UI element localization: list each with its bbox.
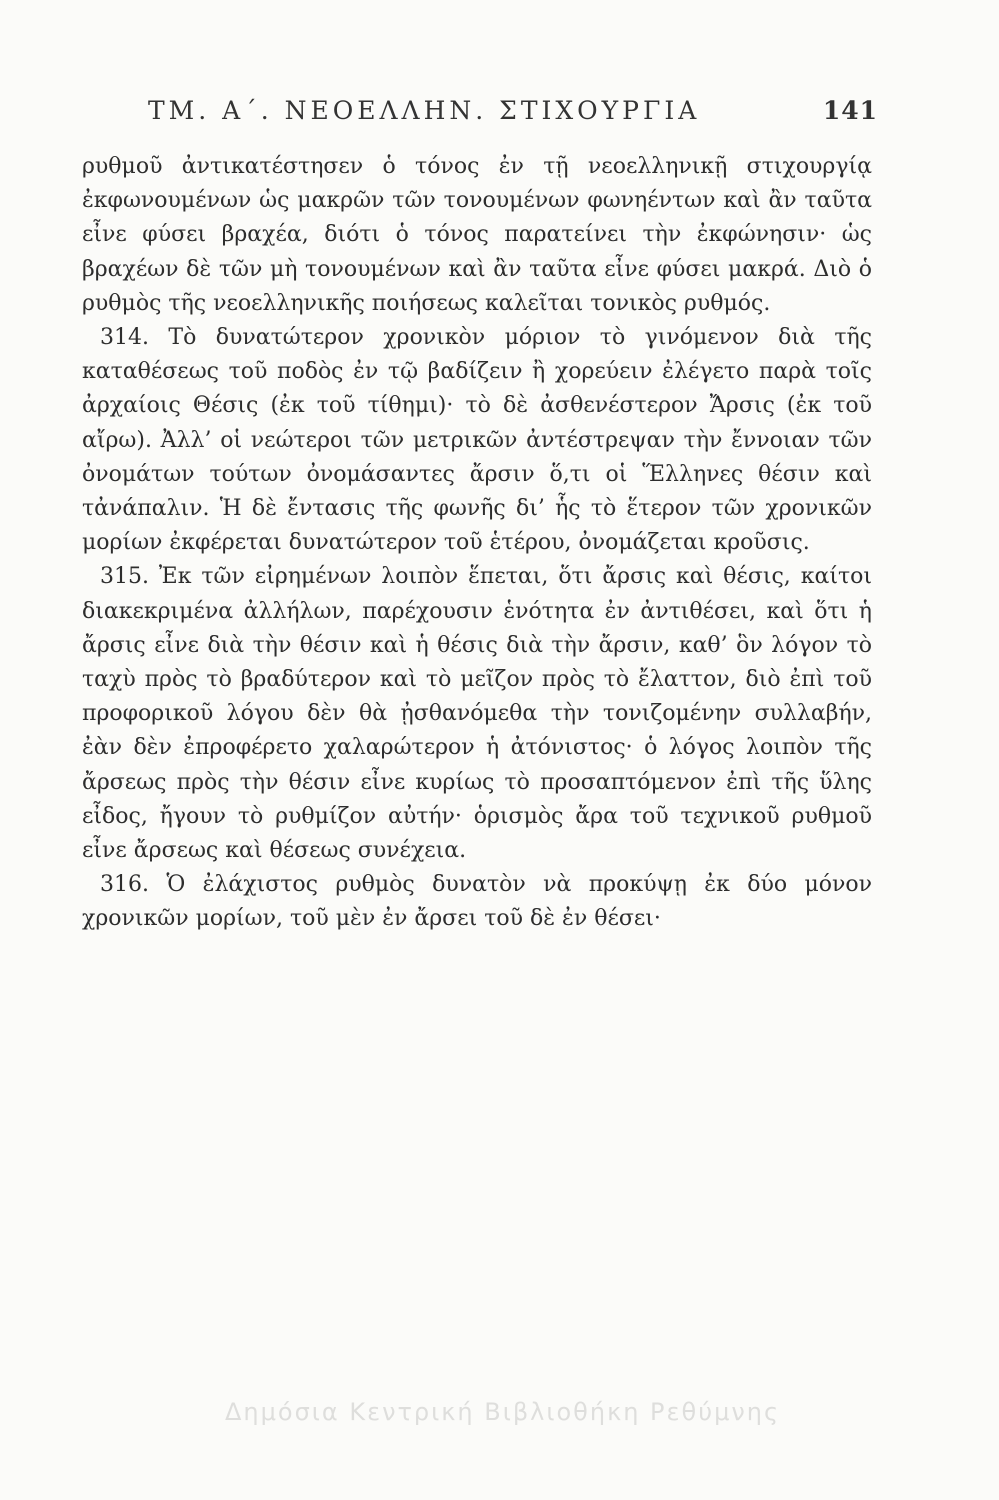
page-header (148, 96, 878, 144)
page-number: 141 (822, 96, 878, 125)
body-text (82, 150, 872, 937)
paragraph-315: 315. Ἐκ τῶν εἰρημένων λοιπὸν ἕπεται, ὅτι ἄρσις καὶ θέσις, καίτοι διακεκριμένα ἀλλήλων, παρέχουσιν ἑνότητα ἐν ἀντιθέσει, καὶ ὅτι ἡ ἄρσις εἶνε διὰ τὴν θέσιν καὶ ἡ θέσις διὰ τὴν ἄρσιν, καθ’ ὃν λόγον τὸ ταχὺ πρὸς τὸ βραδύτερον καὶ τὸ μεῖζον πρὸς τὸ ἔλαττον, διὸ ἐπὶ τοῦ προφορικοῦ λόγου δὲν θὰ ᾐσθανόμεθα τὴν τονιζομένην συλλαβήν, ἐὰν δὲν ἐπροφέρετο χαλαρώτερον ἡ ἀτόνιστος· ὁ λόγος λοιπὸν τῆς ἄρσεως πρὸς τὴν θέσιν εἶνε κυρίως τὸ προσαπτόμενον ἐπὶ τῆς ὕλης εἶδος, ἤγουν τὸ ρυθμίζον αὐτήν· ὁρισμὸς ἄρα τοῦ τεχνικοῦ ρυθμοῦ εἶνε ἄρσεως καὶ θέσεως συνέχεια. (82, 564, 872, 864)
running-title: ΤΜ. Α΄. ΝΕΟΕΛΛΗΝ. ΣΤΙΧΟΥΡΓΙΑ (148, 96, 701, 125)
paragraph-316: 316. Ὁ ἐλάχιστος ρυθμὸς δυνατὸν νὰ προκύψῃ ἐκ δύο μόνον χρονικῶν μορίων, τοῦ μὲν ἐν ἄρσει τοῦ δὲ ἐν θέσει· (82, 872, 872, 932)
paragraph-314: 314. Τὸ δυνατώτερον χρονικὸν μόριον τὸ γινόμενον διὰ τῆς καταθέσεως τοῦ ποδὸς ἐν τῷ βαδίζειν ἢ χορεύειν ἐλέγετο παρὰ τοῖς ἀρχαίοις Θέσις (ἐκ τοῦ τίθημι)· τὸ δὲ ἀσθενέστερον Ἄρσις (ἐκ τοῦ αἴρω). Ἀλλ’ οἱ νεώτεροι τῶν μετρικῶν ἀντέστρεψαν τὴν ἔννοιαν τῶν ὀνομάτων τούτων ὀνομάσαντες ἄρσιν ὅ,τι οἱ Ἕλληνες θέσιν καὶ τἀνάπαλιν. Ἡ δὲ ἔντασις τῆς φωνῆς δι’ ἧς τὸ ἕτερον τῶν χρονικῶν μορίων ἐκφέρεται δυνατώτερον τοῦ ἑτέρου, ὀνομάζεται κροῦσις. (82, 325, 872, 556)
paragraph-continuation: ρυθμοῦ ἀντικατέστησεν ὁ τόνος ἐν τῇ νεοελληνικῇ στιχουργίᾳ ἐκφωνουμένων ὡς μακρῶν τῶν τονουμένων φωνηέντων καὶ ἂν ταῦτα εἶνε φύσει βραχέα, διότι ὁ τόνος παρατείνει τὴν ἐκφώνησιν· ὡς βραχέων δὲ τῶν μὴ τονουμένων καὶ ἂν ταῦτα εἶνε φύσει μακρά. Διὸ ὁ ρυθμὸς τῆς νεοελληνικῆς ποιήσεως καλεῖται τονικὸς ρυθμός. (82, 154, 872, 316)
library-watermark: Δημόσια Κεντρική Βιβλιοθήκη Ρεθύμνης (225, 1398, 781, 1426)
